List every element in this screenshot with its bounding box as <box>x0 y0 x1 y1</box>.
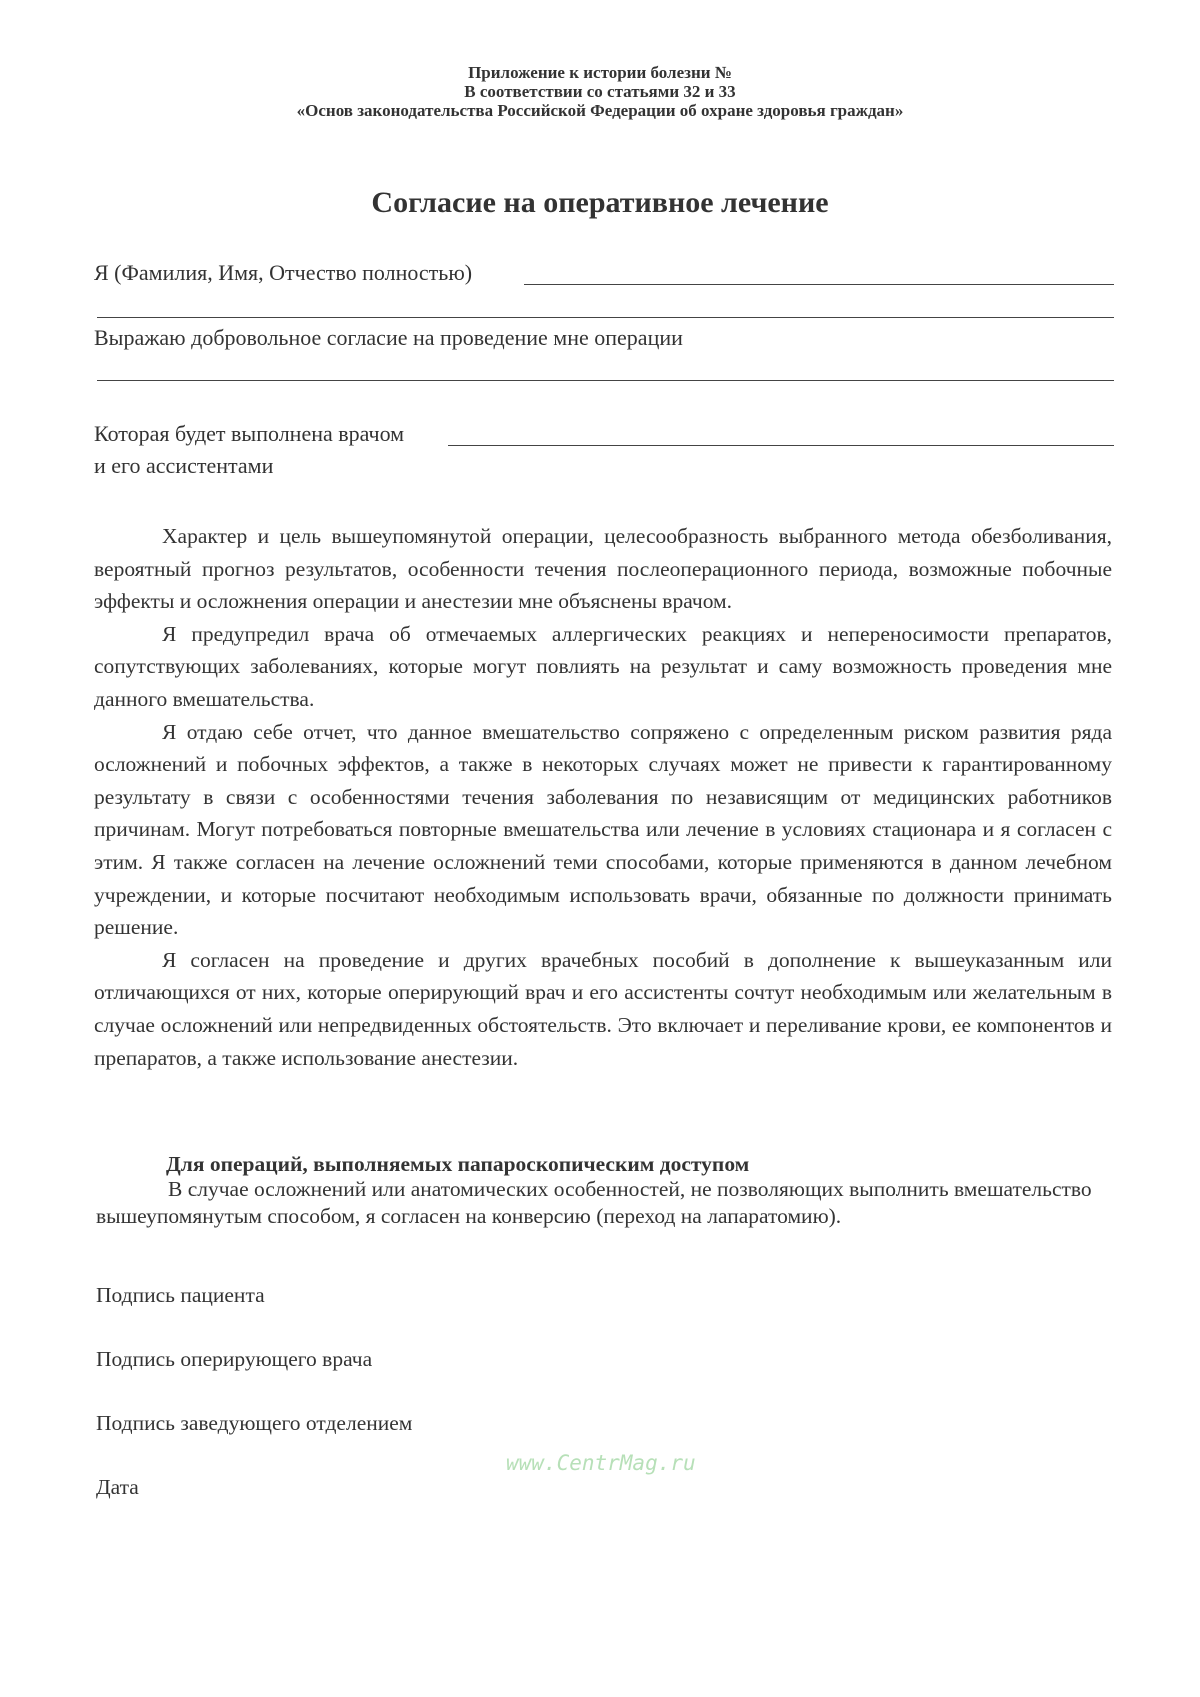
operation-field-line <box>97 380 1114 381</box>
header-line-articles: В соответствии со статьями 32 и 33 <box>464 82 736 101</box>
paragraph-risk: Я отдаю себе отчет, что данное вмешательство сопряжено с определенным риском развития ряда осложнений и побочных эффектов, а также в некоторых случаях может не привести к гарантированному результату в связи с особенностями течения заболевания по независящим от медицинских работников причинам. Могут потребоваться повторные вмешательства или лечение в условиях стационара и я согласен с этим. Я также согласен на лечение осложнений теми способами, которые применяются в данном лечебном учреждении, и которые посчитают необходимым использовать врачи, обязанные по должности принимать решение. <box>94 719 1112 940</box>
consent-label: Выражаю добровольное согласие на проведение мне операции <box>94 325 683 350</box>
assistants-label: и его ассистентами <box>94 453 274 478</box>
laparoscopic-heading: Для операций, выполняемых папароскопическим доступом <box>166 1152 750 1176</box>
signature-surgeon: Подпись оперирующего врача <box>96 1347 373 1371</box>
paragraph-additional: Я согласен на проведение и других врачебных пособий в дополнение к вышеуказанным или отличающихся от них, которые оперирующий врач и его ассистенты сочтут необходимым или желательным в случае осложнений или непредвиденных обстоятельств. Это включает и переливание крови, ее компонентов и препаратов, а также использование анестезии. <box>94 947 1112 1070</box>
laparoscopic-text-block <box>96 1176 1116 1230</box>
paragraph-explanation: Характер и цель вышеупомянутой операции, целесообразность выбранного метода обезболивания, вероятный прогноз результатов, особенности течения послеоперационного периода, возможные побочные эффекты и осложнения операции и анестезии мне объяснены врачом. <box>94 524 1112 614</box>
laparoscopic-text: В случае осложнений или анатомических особенностей, не позволяющих выполнить вмешательство вышеупомянутым способом, я согласен на конверсию (переход на лапаратомию). <box>96 1177 1092 1228</box>
name-field-line <box>524 284 1114 285</box>
doctor-field-line <box>448 445 1114 446</box>
doctor-label: Которая будет выполнена врачом <box>94 421 405 446</box>
signature-head: Подпись заведующего отделением <box>96 1411 413 1435</box>
watermark: www.CentrMag.ru <box>506 1451 696 1475</box>
document-title: Согласие на оперативное лечение <box>371 186 829 219</box>
name-label: Я (Фамилия, Имя, Отчество полностью) <box>94 260 473 285</box>
consent-body <box>94 520 1112 1074</box>
document-header <box>0 63 1200 120</box>
name-field-line-2 <box>97 317 1114 318</box>
signature-patient: Подпись пациента <box>96 1283 265 1307</box>
header-line-history: Приложение к истории болезни № <box>468 63 732 82</box>
paragraph-allergy: Я предупредил врача об отмечаемых аллергических реакциях и непереносимости препаратов, сопутствующих заболеваниях, которые могут повлиять на результат и саму возможность проведения мне данного вмешательства. <box>94 621 1112 711</box>
signature-date: Дата <box>96 1475 139 1499</box>
header-line-law: «Основ законодательства Российской Федерации об охране здоровья граждан» <box>296 101 904 120</box>
